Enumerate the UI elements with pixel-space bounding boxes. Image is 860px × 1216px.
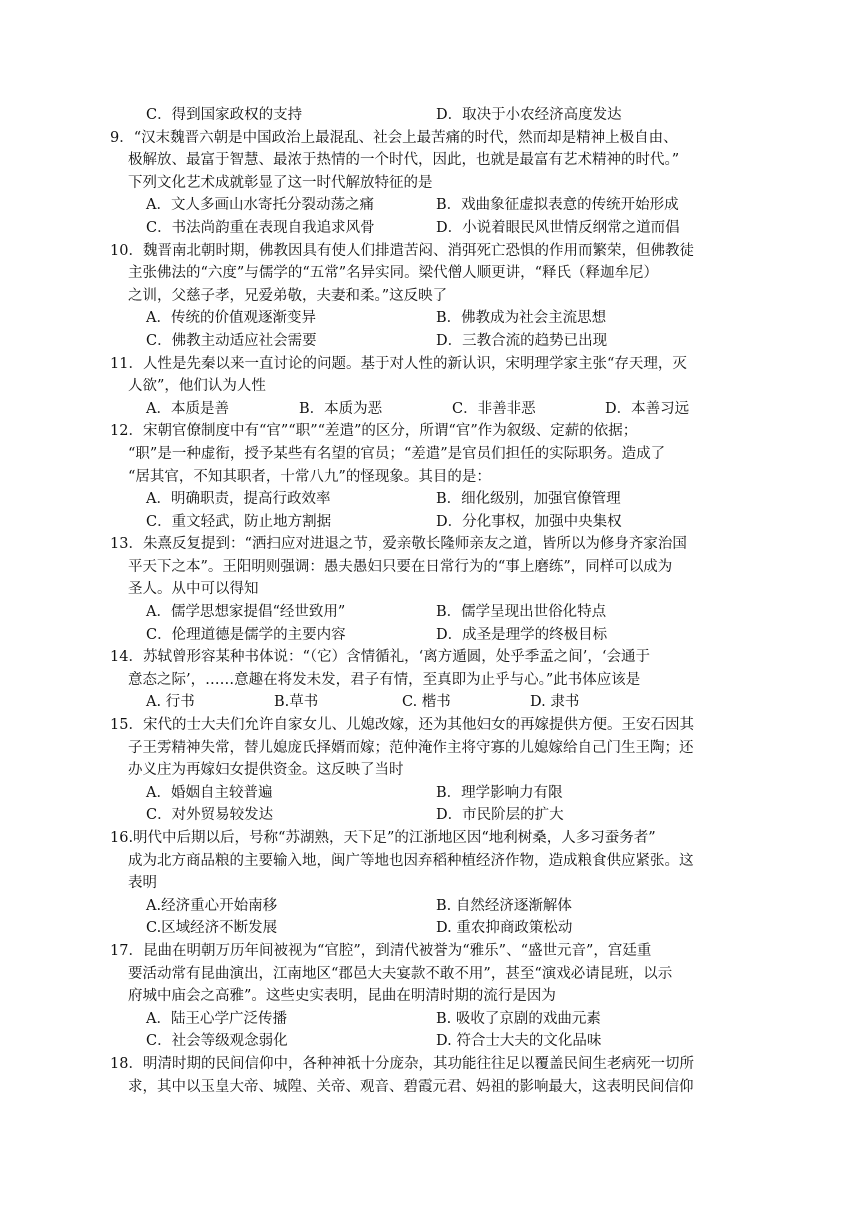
option-d: D. 隶书: [530, 694, 580, 711]
option-row: [128, 804, 748, 827]
question-stem-line: 要活动常有昆曲演出，江南地区“郡邑大夫宴款不敢不用”，甚至“演戏必请昆班，以示: [128, 965, 673, 982]
question-15: [110, 714, 748, 827]
option-a: A. 行书: [146, 694, 195, 711]
option-d: D. 重农抑商政策松动: [436, 920, 573, 937]
question-stem-line: 办义庄为再嫁妇女提供资金。这反映了当时: [128, 762, 404, 779]
question-stem-line: 13．朱熹反复提到：“洒扫应对进退之节，爱亲敬长隆师亲友之道，皆所以为修身齐家治国: [110, 536, 687, 553]
question-13: [110, 533, 748, 646]
question-12: [110, 420, 748, 533]
question-16: [110, 827, 748, 940]
option-a: A．明确职责，提高行政效率: [146, 491, 331, 508]
option-a: A．儒学思想家提倡“经世致用”: [146, 604, 346, 621]
question-stem-line: 下列文化艺术成就彰显了这一时代解放特征的是: [128, 174, 433, 191]
option-d: D．本善习远: [605, 400, 690, 417]
question-stem-line: 18．明清时期的民间信仰中，各种神祇十分庞杂，其功能往往足以覆盖民间生老病死一切所: [110, 1055, 694, 1072]
option-c: C．佛教主动适应社会需要: [146, 332, 317, 349]
option-row: [128, 782, 748, 805]
option-a: A．本质是善: [146, 400, 229, 417]
question-stem-line: 10．魏晋南北朝时期，佛教因具有使人们排遣苦闷、消弭死亡恐惧的作用而繁荣，但佛教徒: [110, 242, 694, 259]
question-list: [110, 104, 748, 1098]
question-14: [110, 646, 748, 714]
question-stem-line: 之训，父慈子孝，兄爱弟敬，夫妻和柔。”这反映了: [128, 287, 448, 304]
option-c: C．书法尚韵重在表现自我追求风骨: [146, 219, 375, 236]
option-row: [128, 917, 748, 940]
question-stem-line: 15．宋代的士大夫们允许自家女儿、儿媳改嫁，还为其他妇女的再嫁提供方便。王安石因其: [110, 717, 694, 734]
option-c: C．重文轻武，防止地方割据: [146, 513, 332, 530]
question-stem-line: 14．苏轼曾形容某种书体说：“（它）含情循礼，‘离方遁圆，处乎季孟之间’，‘会通于: [110, 649, 650, 666]
option-b: B．佛教成为社会主流思想: [436, 310, 607, 327]
option-d: D．市民阶层的扩大: [436, 807, 564, 824]
question-stem-line: 12．宋朝官僚制度中有“官”“职”“差遣”的区分，所谓“官”作为叙级、定薪的依据；: [110, 423, 638, 440]
option-row: [128, 398, 748, 421]
option-d: D．成圣是理学的终极目标: [436, 626, 608, 643]
option-row: [128, 330, 748, 353]
question-stem-line: 11．人性是先秦以来一直讨论的问题。基于对人性的新认识，宋明理学家主张“存天理，灭: [110, 355, 687, 372]
option-row: [128, 194, 748, 217]
question-18: [110, 1053, 748, 1098]
option-a: A．婚姻自主较普遍: [146, 784, 273, 801]
option-row: [128, 1030, 748, 1053]
option-row: [128, 624, 748, 647]
question-stem-line: 求，其中以玉皇大帝、城隍、关帝、观音、碧霞元君、妈祖的影响最大，这表明民间信仰: [128, 1078, 694, 1095]
option-b: B．儒学呈现出世俗化特点: [436, 604, 607, 621]
question-stem-line: 成为北方商品粮的主要输入地，闽广等地也因弃稻种植经济作物，造成粮食供应紧张。这: [128, 852, 694, 869]
question-stem-line: 主张佛法的“六度”与儒学的“五常”名异实同。梁代僧人顺更讲，“释氏（释迦牟尼）: [128, 265, 659, 282]
question-stem-line: 16.明代中后期以后，号称“苏湖熟，天下足”的江浙地区因“地利树桑，人多习蚕务者”: [110, 830, 656, 846]
option-d: D．三教合流的趋势已出现: [436, 332, 608, 349]
option-a: A．陆王心学广泛传播: [146, 1010, 287, 1027]
question-stem-line: 子王雱精神失常，替儿媳庞氏择婿而嫁；范仲淹作主将守寡的儿媳嫁给自己门生王陶；还: [128, 739, 694, 756]
option-c: C．伦理道德是儒学的主要内容: [146, 626, 346, 643]
option-c: C．非善非恶: [452, 400, 536, 417]
option-b: B．细化级别，加强官僚管理: [436, 491, 621, 508]
option-row: [128, 691, 748, 714]
option-row: [128, 601, 748, 624]
option-b: B．理学影响力有限: [436, 784, 563, 801]
option-d: D. 符合士大夫的文化品味: [436, 1033, 602, 1050]
option-c: C. 楷书: [402, 694, 451, 711]
option-c: C．社会等级观念弱化: [146, 1033, 288, 1050]
option-d: D．小说着眼民风世情反纲常之道而倡: [436, 219, 680, 236]
question-stem-line: 平天下之本”。王阳明则强调：愚夫愚妇只要在日常行为的“事上磨练”，同样可以成为: [128, 558, 673, 575]
option-c: C．得到国家政权的支持: [146, 107, 303, 123]
option-row: [128, 307, 748, 330]
question-stem-line: 圣人。从中可以得知: [128, 581, 259, 598]
option-b: B. 吸收了京剧的戏曲元素: [436, 1010, 601, 1027]
question-10: [110, 240, 748, 353]
option-a: A.经济重心开始南移: [146, 897, 278, 914]
question-stem-line: 17．昆曲在明朝万历年间被视为“官腔”，到清代被誉为“雅乐”、“盛世元音”，宫廷重: [110, 942, 652, 959]
option-d: D．取决于小农经济高度发达: [436, 107, 622, 123]
question-11: [110, 353, 748, 421]
question-stem-line: 意态之际’，……意趣在将发未发，君子有情，至真即为止乎与心。”此书体应该是: [128, 671, 641, 688]
option-row: [128, 104, 748, 127]
option-b: B．本质为恶: [299, 400, 383, 417]
question-stem-line: “居其官，不知其职者，十常八九”的怪现象。其目的是：: [128, 468, 491, 485]
option-b: B．戏曲象征虚拟表意的传统开始形成: [436, 197, 679, 214]
option-row: [128, 1008, 748, 1031]
option-b: B.草书: [274, 694, 319, 711]
question-stem-line: 9．“汉末魏晋六朝是中国政治上最混乱、社会上最苦痛的时代，然而却是精神上极自由、: [110, 129, 678, 146]
question-9: [110, 127, 748, 240]
question-17: [110, 940, 748, 1053]
question-8-tail: [128, 104, 748, 127]
option-row: [128, 511, 748, 534]
option-a: A．传统的价值观逐渐变异: [146, 310, 316, 327]
option-row: [128, 895, 748, 918]
question-stem-line: 人欲”，他们认为人性: [128, 378, 266, 395]
option-row: [128, 488, 748, 511]
option-a: A．文人多画山水寄托分裂动荡之痛: [146, 197, 374, 214]
option-c: C.区域经济不断发展: [146, 920, 278, 937]
option-c: C．对外贸易较发达: [146, 807, 274, 824]
option-d: D．分化事权，加强中央集权: [436, 513, 622, 530]
question-stem-line: 府城中庙会之高雅”。这些史实表明，昆曲在明清时期的流行是因为: [128, 988, 556, 1005]
question-stem-line: 表明: [128, 875, 157, 892]
option-row: [128, 217, 748, 240]
option-b: B. 自然经济逐渐解体: [436, 897, 572, 914]
question-stem-line: “职”是一种虚衔，授予某些有名望的官员；“差遣”是官员们担任的实际职务。造成了: [128, 445, 666, 462]
question-stem-line: 极解放、最富于智慧、最浓于热情的一个时代，因此，也就是最富有艺术精神的时代。”: [128, 152, 680, 169]
